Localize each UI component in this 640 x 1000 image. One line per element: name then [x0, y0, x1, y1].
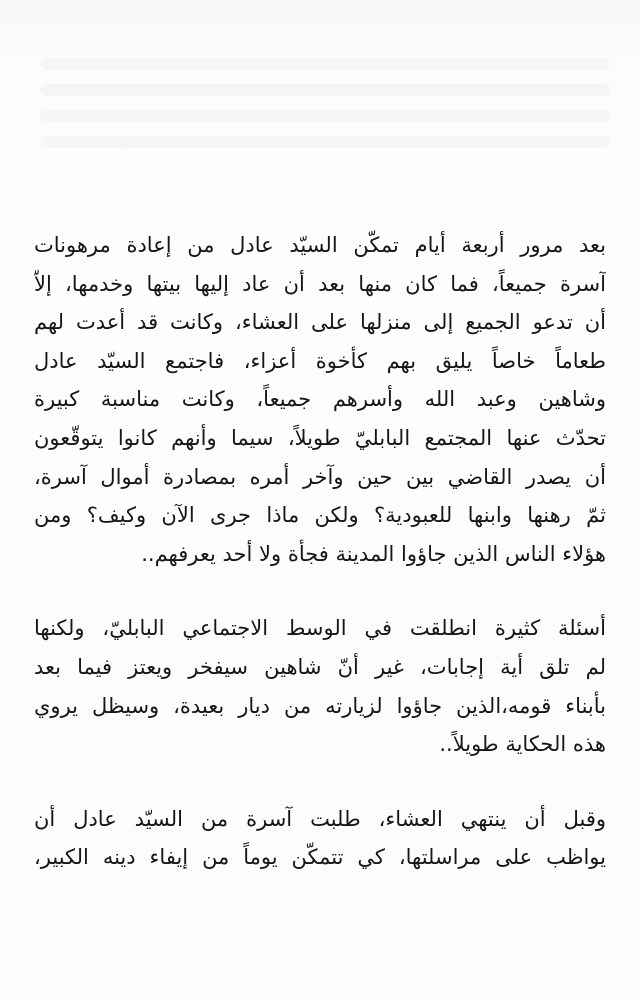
text-line: بأبناء قومه،الذين جاؤوا لزيارته من ديار بعيدة، وسيظل يروي [34, 693, 606, 718]
text-line: هذه الحكاية طويلاً.. [439, 732, 606, 757]
paragraph-2 [34, 609, 606, 763]
text-line: يواظب على مراسلتها، كي تتمكّن يوماً من إيفاء دينه الكبير، [34, 845, 606, 870]
text-line: طعاماً خاصاً يليق بهم كأخوة أعزاء، فاجتمع السيّد عادل [34, 348, 606, 373]
text-line: أسئلة كثيرة انطلقت في الوسط الاجتماعي البابليّ، ولكنها [34, 616, 606, 641]
paragraph-1 [34, 226, 606, 573]
text-line: بعد مرور أربعة أيام تمكّن السيّد عادل من إعادة مرهونات [34, 233, 606, 257]
text-line: وشاهين وعبد الله وأسرهم جميعاً، وكانت مناسبة كبيرة [34, 387, 606, 412]
text-line: ثمّ رهنها وابنها للعبودية؟ ولكن ماذا جرى الآن وكيف؟ ومن [34, 503, 606, 528]
text-line: آسرة جميعاً، فما كان منها بعد أن عاد إليها بيتها وخدمها، إلاّ [34, 271, 606, 296]
text-line: تحدّث عنها المجتمع البابليّ طويلاً، سيما وأنهم كانوا يتوقّعون [34, 425, 606, 450]
text-line: هؤلاء الناس الذين جاؤوا المدينة فجأة ولا أحد يعرفهم.. [141, 541, 606, 566]
paragraph-3 [34, 800, 606, 877]
show-through-text [40, 58, 610, 168]
text-line: أن تدعو الجميع إلى منزلها على العشاء، وكانت قد أعدت لهم [34, 310, 606, 335]
text-line: لم تلق أية إجابات، غير أنّ شاهين سيفخر ويعتز فيما بعد [34, 654, 606, 679]
text-line: أن يصدر القاضي بين حين وآخر أمره بمصادرة أموال آسرة، [34, 464, 606, 489]
text-line: وقبل أن ينتهي العشاء، طلبت آسرة من السيّد عادل أن [34, 806, 606, 831]
body-text [34, 226, 606, 877]
